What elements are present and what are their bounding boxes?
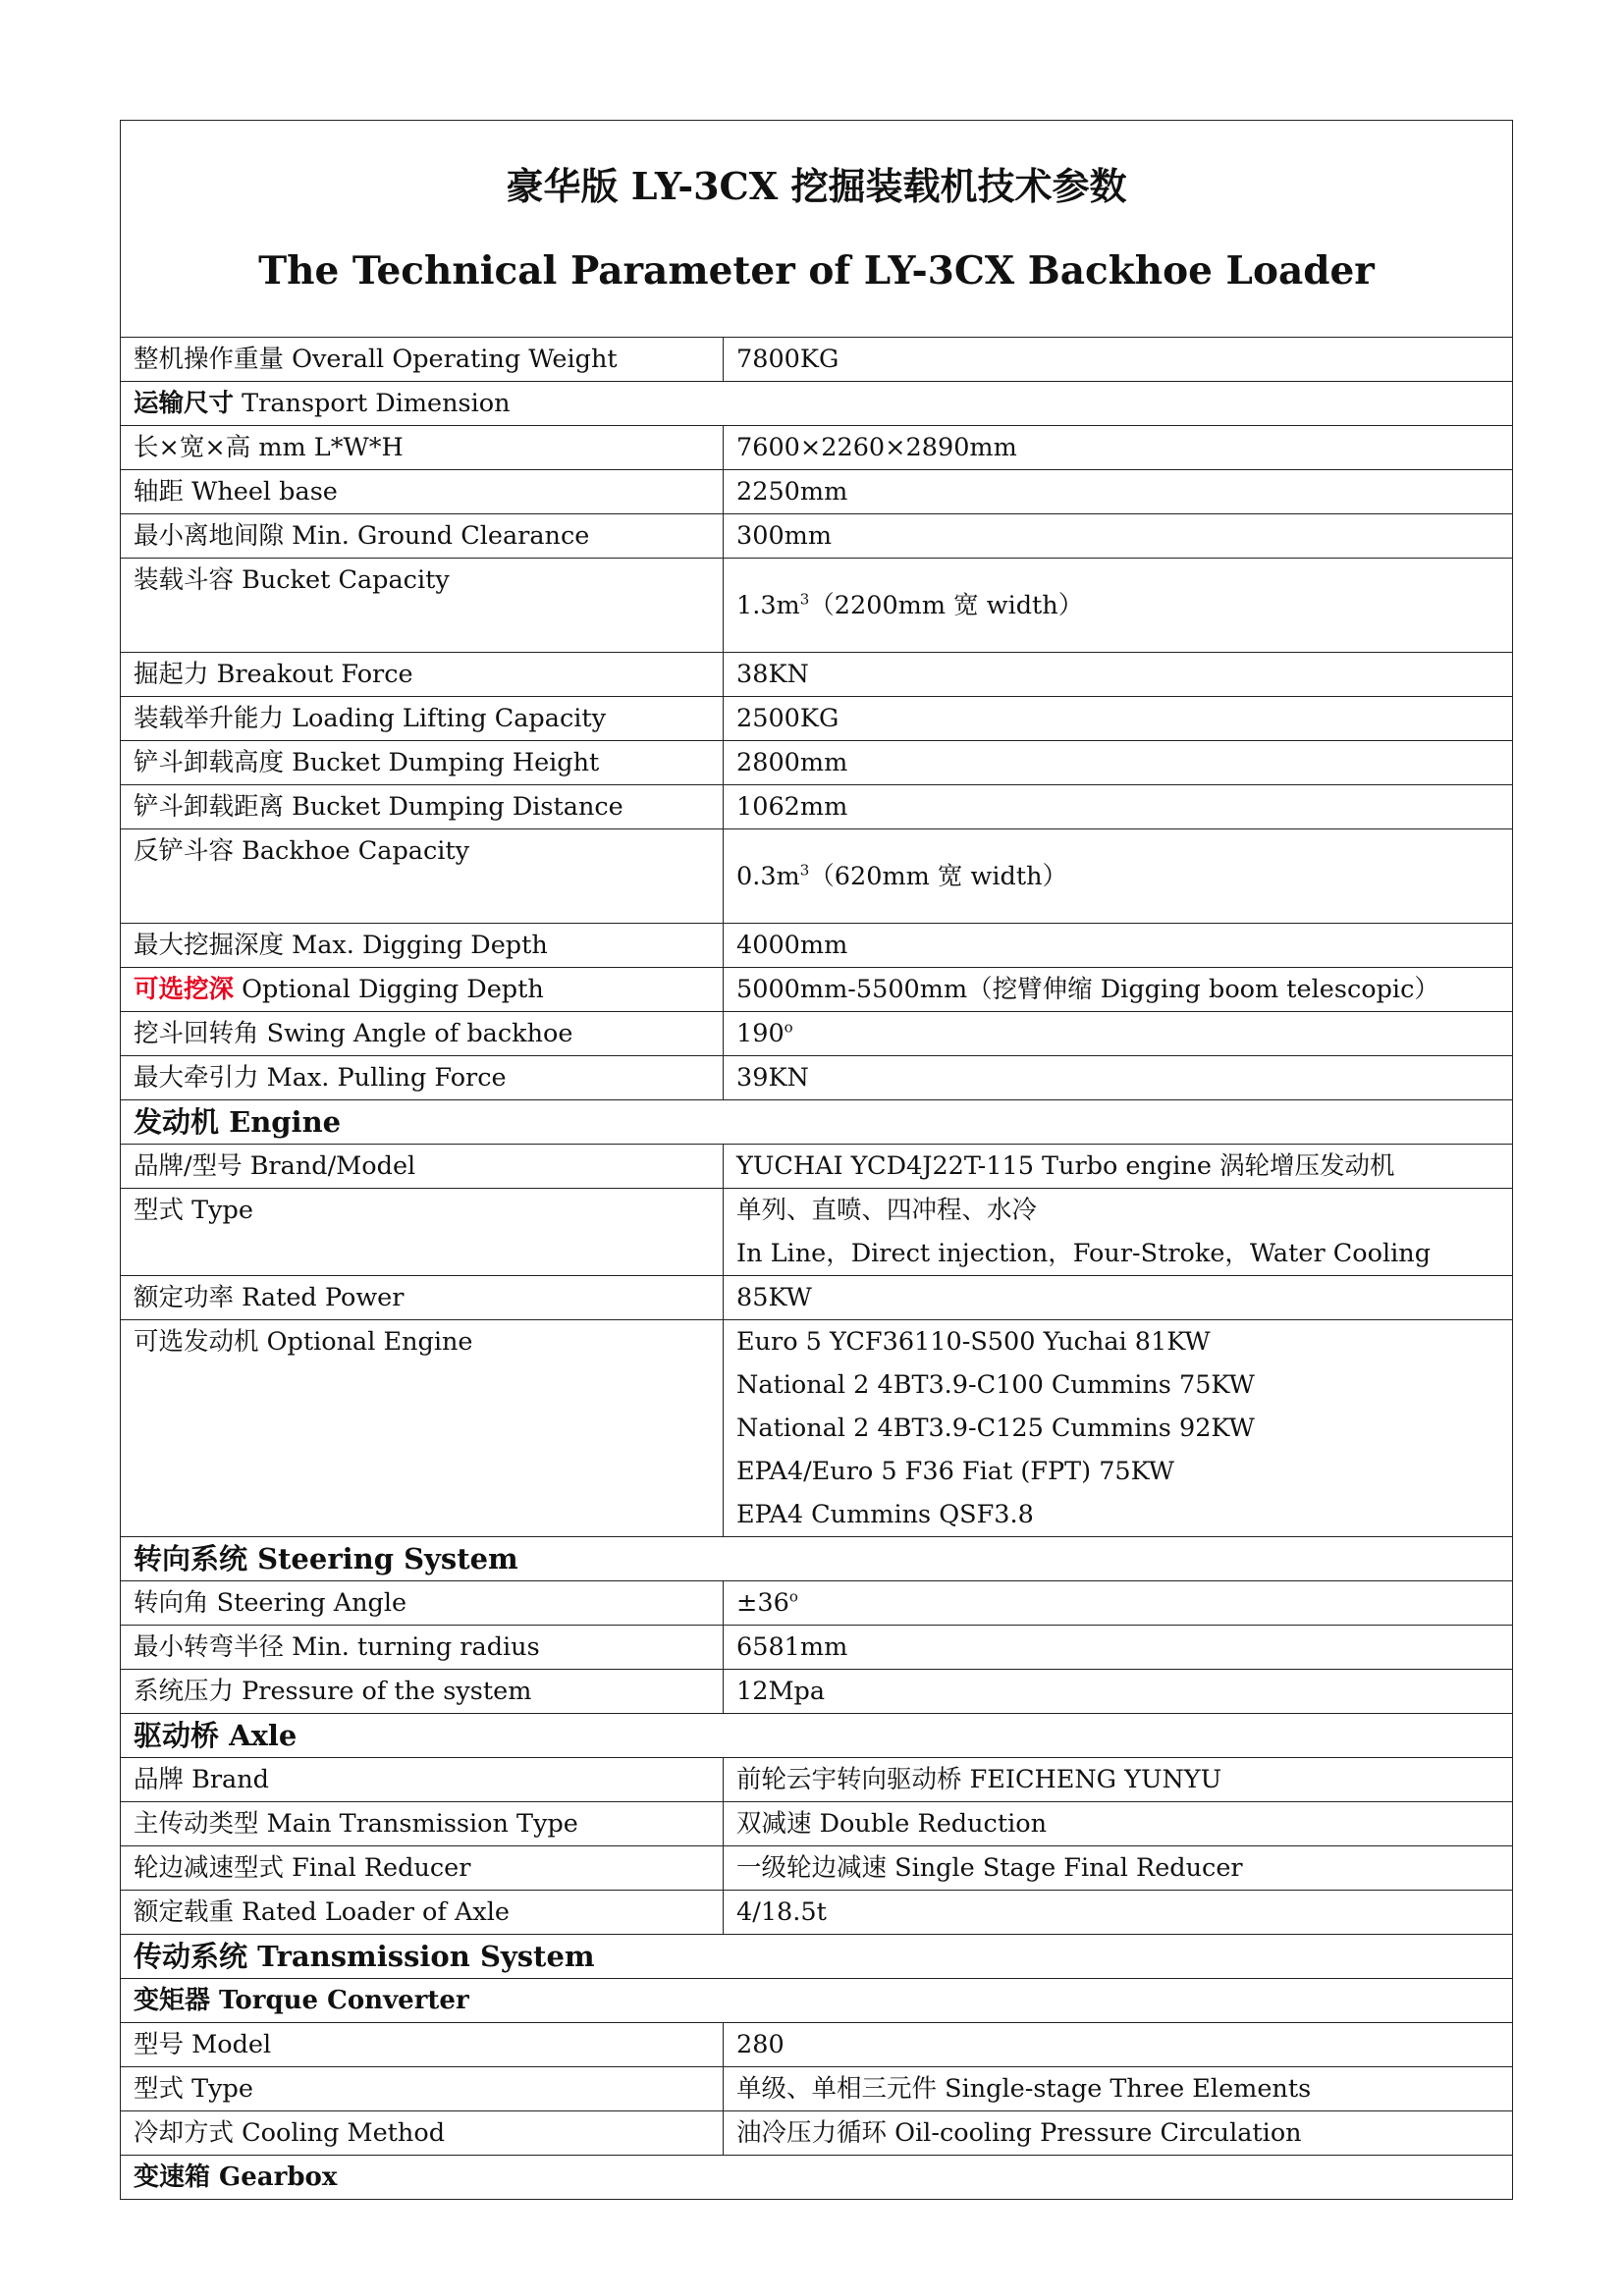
param-value [724,559,1513,653]
param-label: 轮边减速型式 Final Reducer [121,1846,724,1891]
param-value: 2500KG [724,697,1513,741]
param-value: 300mm [724,514,1513,559]
param-label: 品牌 Brand [121,1758,724,1802]
param-label: 掘起力 Breakout Force [121,653,724,697]
table-row [121,1189,1513,1276]
param-label: 可选发动机 Optional Engine [121,1320,724,1537]
table-row [121,2111,1513,2156]
param-value: 7600×2260×2890mm [724,426,1513,470]
subsection-torque-converter: 变矩器 Torque Converter [121,1979,1513,2023]
param-label: 长×宽×高 mm L*W*H [121,426,724,470]
param-label: 主传动类型 Main Transmission Type [121,1802,724,1846]
engine-option: EPA4 Cummins QSF3.8 [736,1500,1034,1529]
title-row [121,121,1513,338]
param-label: 系统压力 Pressure of the system [121,1670,724,1714]
table-row [121,338,1513,382]
param-label: 装载举升能力 Loading Lifting Capacity [121,697,724,741]
table-row [121,1670,1513,1714]
param-value [724,1320,1513,1537]
title-cell [121,121,1513,338]
value-main: ±36 [736,1588,789,1618]
table-row [121,741,1513,785]
spec-sheet [120,120,1512,2200]
param-value: 2800mm [724,741,1513,785]
table-row [121,829,1513,924]
param-label: 最小离地间隙 Min. Ground Clearance [121,514,724,559]
subsection-row [121,1979,1513,2023]
value-line-english: In Line，Direct injection，Four-Stroke，Water Cooling [736,1239,1432,1268]
title-english: The Technical Parameter of LY-3CX Backhoe Loader [258,248,1375,294]
table-row [121,426,1513,470]
section-steering-system: 转向系统 Steering System [121,1537,1513,1581]
table-row [121,1758,1513,1802]
value-line-chinese: 单列、直喷、四冲程、水冷 [736,1196,1038,1225]
param-label: 冷却方式 Cooling Method [121,2111,724,2156]
param-value: 一级轮边减速 Single Stage Final Reducer [724,1846,1513,1891]
value-superscript: 3 [799,861,810,879]
section-engine: 发动机 Engine [121,1100,1513,1145]
table-row [121,1320,1513,1537]
param-label: 型号 Model [121,2023,724,2067]
table-row [121,785,1513,829]
table-row [121,559,1513,653]
param-label: 最大牵引力 Max. Pulling Force [121,1056,724,1100]
param-label: 铲斗卸载高度 Bucket Dumping Height [121,741,724,785]
param-label: 型式 Type [121,2067,724,2111]
table-row [121,1891,1513,1935]
section-transport-dimension [121,382,1513,426]
param-label: 挖斗回转角 Swing Angle of backhoe [121,1012,724,1056]
param-label [121,968,724,1012]
param-label: 轴距 Wheel base [121,470,724,514]
param-value [724,1012,1513,1056]
value-main: 190 [736,1019,785,1048]
section-row [121,1714,1513,1758]
table-row [121,514,1513,559]
param-value: 4/18.5t [724,1891,1513,1935]
section-label-zh: 运输尺寸 [134,389,235,418]
param-label: 转向角 Steering Angle [121,1581,724,1626]
section-row [121,1935,1513,1979]
label-rest: Optional Digging Depth [234,975,544,1004]
table-row [121,1012,1513,1056]
subsection-row [121,2156,1513,2200]
param-value: 85KW [724,1276,1513,1320]
table-row [121,697,1513,741]
title-chinese: 豪华版 LY-3CX 挖掘装载机技术参数 [506,164,1127,208]
param-label: 品牌/型号 Brand/Model [121,1145,724,1189]
table-row [121,2067,1513,2111]
param-value: 4000mm [724,924,1513,968]
param-value: 1062mm [724,785,1513,829]
param-value: 39KN [724,1056,1513,1100]
param-value [724,1189,1513,1276]
param-label: 铲斗卸载距离 Bucket Dumping Distance [121,785,724,829]
section-row [121,382,1513,426]
param-value: 前轮云宇转向驱动桥 FEICHENG YUNYU [724,1758,1513,1802]
section-row [121,1537,1513,1581]
param-label: 装载斗容 Bucket Capacity [121,559,724,653]
degree-mark: o [788,1587,798,1606]
subsection-gearbox: 变速箱 Gearbox [121,2156,1513,2200]
table-row [121,1802,1513,1846]
spec-table [120,120,1513,2200]
table-row [121,2023,1513,2067]
section-transmission-system: 传动系统 Transmission System [121,1935,1513,1979]
param-label: 额定载重 Rated Loader of Axle [121,1891,724,1935]
param-value: 38KN [724,653,1513,697]
param-value: YUCHAI YCD4J22T-115 Turbo engine 涡轮增压发动机 [724,1145,1513,1189]
table-row [121,924,1513,968]
param-value: 12Mpa [724,1670,1513,1714]
value-main: 0.3m [736,861,800,891]
table-row [121,968,1513,1012]
table-row [121,1626,1513,1670]
table-row [121,1581,1513,1626]
param-value: 单级、单相三元件 Single-stage Three Elements [724,2067,1513,2111]
param-value: 双减速 Double Reduction [724,1802,1513,1846]
engine-option: National 2 4BT3.9-C100 Cummins 75KW [736,1370,1255,1400]
section-label-en: Transport Dimension [234,389,511,418]
param-value: 5000mm-5500mm（挖臂伸缩 Digging boom telescopic） [724,968,1513,1012]
table-row [121,1846,1513,1891]
table-row [121,653,1513,697]
param-value: 2250mm [724,470,1513,514]
param-value: 6581mm [724,1626,1513,1670]
param-value: 油冷压力循环 Oil-cooling Pressure Circulation [724,2111,1513,2156]
degree-mark: o [784,1018,793,1037]
param-label: 型式 Type [121,1189,724,1276]
highlight-label: 可选挖深 [134,975,235,1004]
param-label: 最小转弯半径 Min. turning radius [121,1626,724,1670]
value-suffix: （620mm 宽 width） [809,861,1068,891]
value-suffix: （2200mm 宽 width） [809,590,1084,620]
value-superscript: 3 [799,590,810,608]
engine-option: Euro 5 YCF36110-S500 Yuchai 81KW [736,1327,1211,1357]
table-row [121,1056,1513,1100]
table-row [121,1276,1513,1320]
param-value: 280 [724,2023,1513,2067]
table-row [121,470,1513,514]
param-label: 反铲斗容 Backhoe Capacity [121,829,724,924]
param-value [724,1581,1513,1626]
section-axle: 驱动桥 Axle [121,1714,1513,1758]
param-label: 最大挖掘深度 Max. Digging Depth [121,924,724,968]
engine-option: National 2 4BT3.9-C125 Cummins 92KW [736,1414,1255,1443]
param-value [724,829,1513,924]
param-label: 额定功率 Rated Power [121,1276,724,1320]
section-row [121,1100,1513,1145]
engine-option: EPA4/Euro 5 F36 Fiat (FPT) 75KW [736,1457,1174,1486]
param-value: 7800KG [724,338,1513,382]
param-label: 整机操作重量 Overall Operating Weight [121,338,724,382]
table-row [121,1145,1513,1189]
value-main: 1.3m [736,590,800,620]
